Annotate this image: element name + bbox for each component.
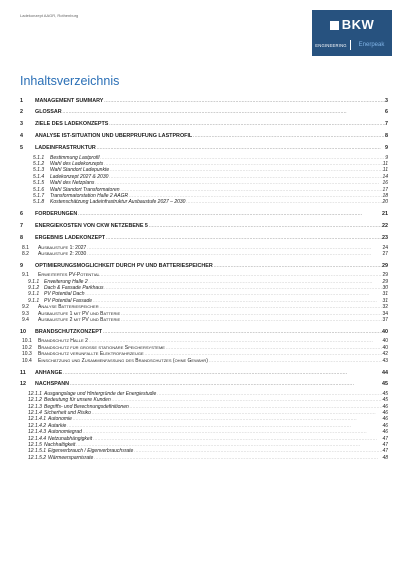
toc-entry-page: 14 bbox=[382, 173, 388, 180]
toc-entry-title: GLOSSAR bbox=[35, 109, 62, 116]
toc-entry-page: 47 bbox=[382, 448, 388, 455]
toc-entry[interactable] bbox=[20, 145, 388, 151]
toc-entry-number: 11 bbox=[20, 369, 26, 376]
toc-entry-number: 8.1 bbox=[22, 244, 29, 251]
toc-entry-number: 10.3 bbox=[22, 351, 32, 358]
toc-entry-number: 8.2 bbox=[22, 250, 29, 257]
toc-entry-page: 11 bbox=[382, 167, 388, 174]
toc-entry[interactable] bbox=[20, 455, 388, 461]
toc-dot-leader bbox=[77, 211, 382, 217]
toc-entry-number: 12.1.5.1 bbox=[28, 448, 47, 455]
toc-entry-title: Bestimmung Lastprofil bbox=[50, 154, 100, 161]
toc-entry-page: 11 bbox=[382, 160, 388, 167]
logo-brand-text: BKW bbox=[341, 17, 375, 32]
toc-entry-title: OPTIMIERUNGSMÖGLICHKEIT DURCH PV UND BATTERIESPEICHER bbox=[35, 262, 213, 269]
toc-entry-title: Analyse Batteriespeicher bbox=[38, 304, 99, 311]
toc-entry-page: 47 bbox=[382, 442, 388, 449]
toc-entry-title: Sicherheit und Risiko bbox=[44, 410, 91, 417]
toc-entry[interactable] bbox=[20, 133, 388, 139]
toc-entry-page: 21 bbox=[382, 211, 388, 218]
toc-entry-number: 12.1.4 bbox=[28, 410, 42, 417]
toc-entry[interactable] bbox=[20, 211, 388, 217]
logo-subline bbox=[312, 40, 392, 50]
toc-entry-page: 46 bbox=[382, 422, 388, 429]
toc-entry-page: 40 bbox=[382, 338, 388, 345]
toc-entry-page: 43 bbox=[382, 357, 388, 364]
toc-entry-title: Ausbaustufe 2: 2030 bbox=[38, 250, 87, 257]
toc-entry-number: 9 bbox=[20, 262, 23, 269]
toc-entry-title: Ausbaustufe 2 mit PV und Batterie bbox=[38, 317, 121, 324]
toc-entry-page: 46 bbox=[382, 416, 388, 423]
toc-entry-title: Wahl Standort Transformatoren bbox=[50, 186, 120, 193]
toc-entry-number: 5.1.2 bbox=[33, 160, 45, 167]
toc-entry-page: 31 bbox=[382, 291, 388, 298]
toc-entry-number: 9.1.1 bbox=[28, 297, 40, 304]
toc-entry-page: 45 bbox=[382, 390, 388, 397]
toc-entry-title: LADEINFRASTRUKTUR bbox=[35, 145, 96, 152]
toc-entry-page: 24 bbox=[382, 244, 388, 251]
logo-brand bbox=[312, 17, 392, 32]
toc-entry-number: 12.1.1 bbox=[28, 390, 42, 397]
toc-entry-page: 23 bbox=[382, 235, 388, 242]
toc-entry-page: 18 bbox=[382, 192, 388, 199]
toc-entry-title: Netzunabhängigkeit bbox=[48, 435, 93, 442]
toc-entry-title: Autonomiegrad bbox=[48, 429, 82, 436]
toc-entry[interactable] bbox=[20, 381, 388, 387]
toc-entry-title: Dach & Fassade Parkhaus bbox=[44, 285, 104, 292]
toc-entry-page: 17 bbox=[382, 186, 388, 193]
toc-dot-leader bbox=[69, 381, 382, 387]
toc-entry-number: 9.4 bbox=[22, 317, 29, 324]
toc-entry-title: Wahl Standort Ladepunkte bbox=[50, 167, 110, 174]
toc-entry-page: 29 bbox=[382, 278, 388, 285]
toc-entry-page: 40 bbox=[382, 344, 388, 351]
toc-entry-number: 5.1.7 bbox=[33, 192, 45, 199]
toc-entry-title: Eigenverbrauch / Eigenverbrauchsrate bbox=[48, 448, 134, 455]
toc-entry[interactable] bbox=[20, 358, 388, 364]
toc-entry-title: Brandschutz für grosse stationäre Speichersysteme bbox=[38, 344, 165, 351]
toc-entry-number: 12.1.4.1 bbox=[28, 416, 47, 423]
toc-entry-page: 3 bbox=[385, 97, 388, 104]
toc-entry-title: Autonomie bbox=[48, 416, 72, 423]
toc-entry-page: 46 bbox=[382, 403, 388, 410]
toc-entry-number: 12.1.2 bbox=[28, 397, 42, 404]
toc-entry-number: 12.1.4.2 bbox=[28, 422, 47, 429]
toc-entry-page: 7 bbox=[385, 121, 388, 128]
toc-entry-title: ERGEBNIS LADEKONZEPT bbox=[35, 235, 106, 242]
toc-entry-number: 1 bbox=[20, 97, 23, 104]
toc-entry-page: 42 bbox=[382, 351, 388, 358]
toc-entry-number: 9.1 bbox=[22, 272, 29, 279]
toc-entry-page: 46 bbox=[382, 410, 388, 417]
toc-entry[interactable] bbox=[20, 199, 388, 205]
toc-entry-title: Bedeutung für unsere Kunden bbox=[44, 397, 111, 404]
toc-entry-title: ENERGIEKOSTEN VON CKW NETZEBENE 5 bbox=[35, 223, 148, 230]
toc-entry-number: 12.1.4.3 bbox=[28, 429, 47, 436]
toc-entry-title: FÖRDERUNGEN bbox=[35, 211, 78, 218]
toc-entry-number: 12.1.5.2 bbox=[28, 454, 47, 461]
toc-entry-number: 5.1.8 bbox=[33, 199, 45, 206]
toc-entry-number: 9.1.1 bbox=[28, 291, 40, 298]
toc-entry-number: 10.4 bbox=[22, 357, 32, 364]
toc-entry-number: 7 bbox=[20, 223, 23, 230]
toc-entry-title: Ausbaustufe 1 mit PV und Batterie bbox=[38, 310, 121, 317]
toc-entry-number: 5.1.5 bbox=[33, 180, 45, 187]
toc-entry-title: Ausgangslage und Hintergründe der Energiestudie bbox=[44, 390, 157, 397]
toc-entry-number: 12.1.4.4 bbox=[28, 435, 47, 442]
toc-dot-leader bbox=[96, 145, 385, 151]
toc-dot-leader bbox=[93, 455, 382, 461]
bkw-logo bbox=[312, 10, 392, 56]
toc-entry-page: 40 bbox=[382, 328, 388, 335]
toc-dot-leader bbox=[120, 317, 382, 323]
toc-entry-page: 6 bbox=[385, 109, 388, 116]
toc-entry-page: 16 bbox=[382, 180, 388, 187]
toc-entry-page: 46 bbox=[382, 429, 388, 436]
toc-entry[interactable] bbox=[20, 370, 388, 376]
toc-entry-number: 10.2 bbox=[22, 344, 32, 351]
toc-entry-number: 3 bbox=[20, 121, 23, 128]
toc-entry-title: PV Potential Dach bbox=[44, 291, 85, 298]
toc-entry[interactable] bbox=[20, 98, 388, 104]
toc-entry-page: 37 bbox=[382, 317, 388, 324]
toc-entry[interactable] bbox=[20, 223, 388, 229]
logo-enerpeak-text: Enerpeak bbox=[358, 42, 385, 48]
toc-entry-page: 9 bbox=[385, 145, 388, 152]
toc-entry-page: 29 bbox=[382, 262, 388, 269]
toc-entry[interactable] bbox=[20, 235, 388, 241]
toc-entry-page: 31 bbox=[382, 297, 388, 304]
logo-engineering-text: ENGINEERING bbox=[315, 42, 347, 48]
toc-entry-page: 27 bbox=[382, 250, 388, 257]
toc-entry-number: 4 bbox=[20, 133, 23, 140]
toc-entry-page: 44 bbox=[382, 369, 388, 376]
table-of-contents bbox=[20, 92, 388, 461]
toc-entry-title: NACHSPANN bbox=[35, 381, 70, 388]
toc-entry[interactable] bbox=[20, 329, 388, 335]
toc-entry-title: Erweiterung Halle 2 bbox=[44, 278, 88, 285]
toc-entry-page: 30 bbox=[382, 285, 388, 292]
toc-dot-leader bbox=[208, 358, 382, 364]
toc-entry-title: MANAGEMENT SUMMARY bbox=[35, 97, 104, 104]
toc-entry-title: Ladekonzept 2027 & 2030 bbox=[50, 173, 109, 180]
toc-dot-leader bbox=[62, 109, 385, 115]
toc-entry-number: 10 bbox=[20, 328, 26, 335]
toc-entry[interactable] bbox=[20, 317, 388, 323]
toc-entry-title: Einschätzung und Zusammenfassung des Brandschutzes (ohne Gewähr) bbox=[38, 357, 208, 364]
toc-entry-page: 45 bbox=[382, 381, 388, 388]
toc-entry-title: PV Potential Fassade bbox=[44, 297, 93, 304]
toc-entry-title: ANALYSE IST-SITUATION UND ÜBERPRÜFUNG LASTPROFIL bbox=[35, 133, 193, 140]
toc-entry-title: Nachhaltigkeit bbox=[44, 442, 76, 449]
toc-dot-leader bbox=[103, 98, 385, 104]
toc-dot-leader bbox=[148, 223, 382, 229]
toc-entry-title: Wahl des Netzplans bbox=[50, 180, 95, 187]
toc-entry-number: 9.2 bbox=[22, 304, 29, 311]
toc-entry-number: 8 bbox=[20, 235, 23, 242]
toc-entry-page: 48 bbox=[382, 454, 388, 461]
document-header-reference: Ladekonzept AAGR, Rothenburg bbox=[20, 13, 79, 18]
toc-dot-leader bbox=[192, 133, 385, 139]
toc-entry-title: Erweitertes PV-Potential bbox=[38, 272, 100, 279]
toc-dot-leader bbox=[213, 263, 382, 269]
toc-entry-page: 29 bbox=[382, 272, 388, 279]
toc-entry-page: 47 bbox=[382, 435, 388, 442]
toc-entry-page: 32 bbox=[382, 304, 388, 311]
toc-entry-number: 6 bbox=[20, 211, 23, 218]
toc-entry-page: 20 bbox=[382, 199, 388, 206]
toc-dot-leader bbox=[108, 121, 385, 127]
toc-entry-title: Kostenschätzung Ladeinfrastruktur Ausbaustufe 2027 – 2030 bbox=[50, 199, 186, 206]
toc-entry-title: ZIELE DES LADEKONZEPTS bbox=[35, 121, 109, 128]
toc-dot-leader bbox=[105, 235, 382, 241]
toc-entry-page: 45 bbox=[382, 397, 388, 404]
toc-entry-number: 12.1.3 bbox=[28, 403, 42, 410]
toc-entry-number: 9.1.2 bbox=[28, 285, 40, 292]
toc-entry-title: ANHÄNGE bbox=[35, 369, 63, 376]
logo-square-icon bbox=[330, 21, 339, 30]
toc-entry-title: Begriffs- und Berechnungsdefinitionen bbox=[44, 403, 129, 410]
page-title: Inhaltsverzeichnis bbox=[20, 74, 120, 88]
toc-entry-title: Wärmeersparnisrate bbox=[48, 454, 94, 461]
toc-dot-leader bbox=[62, 370, 382, 376]
toc-entry-number: 2 bbox=[20, 109, 23, 116]
toc-entry-number: 5.1.1 bbox=[33, 154, 45, 161]
toc-entry-title: Brandschutz verunfallte Elektrofahrzeuge bbox=[38, 351, 144, 358]
toc-entry[interactable] bbox=[20, 251, 388, 257]
toc-dot-leader bbox=[102, 329, 382, 335]
toc-entry-number: 9.3 bbox=[22, 310, 29, 317]
toc-entry-number: 9.1.1 bbox=[28, 278, 40, 285]
toc-dot-leader bbox=[185, 199, 382, 205]
toc-entry-number: 5.1.3 bbox=[33, 167, 45, 174]
toc-entry-page: 8 bbox=[385, 133, 388, 140]
toc-entry[interactable] bbox=[20, 121, 388, 127]
toc-entry-number: 12.1.5 bbox=[28, 442, 42, 449]
toc-entry-page: 9 bbox=[385, 154, 388, 161]
toc-dot-leader bbox=[86, 251, 382, 257]
toc-entry-title: Transformatorstation Halle 2 AAGR bbox=[50, 192, 129, 199]
toc-entry-title: Wahl des Ladekonzepts bbox=[50, 160, 104, 167]
toc-entry-number: 5.1.6 bbox=[33, 186, 45, 193]
toc-entry-number: 10.1 bbox=[22, 338, 32, 345]
toc-entry-number: 5.1.4 bbox=[33, 173, 45, 180]
toc-entry-title: Ausbaustufe 1: 2027 bbox=[38, 244, 87, 251]
toc-entry[interactable] bbox=[20, 263, 388, 269]
toc-entry-page: 22 bbox=[382, 223, 388, 230]
toc-entry-number: 12 bbox=[20, 381, 26, 388]
toc-entry-title: Brandschutz Halle 2 bbox=[38, 338, 88, 345]
toc-entry-number: 5 bbox=[20, 145, 23, 152]
toc-entry[interactable] bbox=[20, 109, 388, 115]
toc-entry-page: 34 bbox=[382, 310, 388, 317]
toc-entry-title: BRANDSCHUTZKONZEPT bbox=[35, 328, 103, 335]
toc-entry-title: Autarkie bbox=[48, 422, 67, 429]
